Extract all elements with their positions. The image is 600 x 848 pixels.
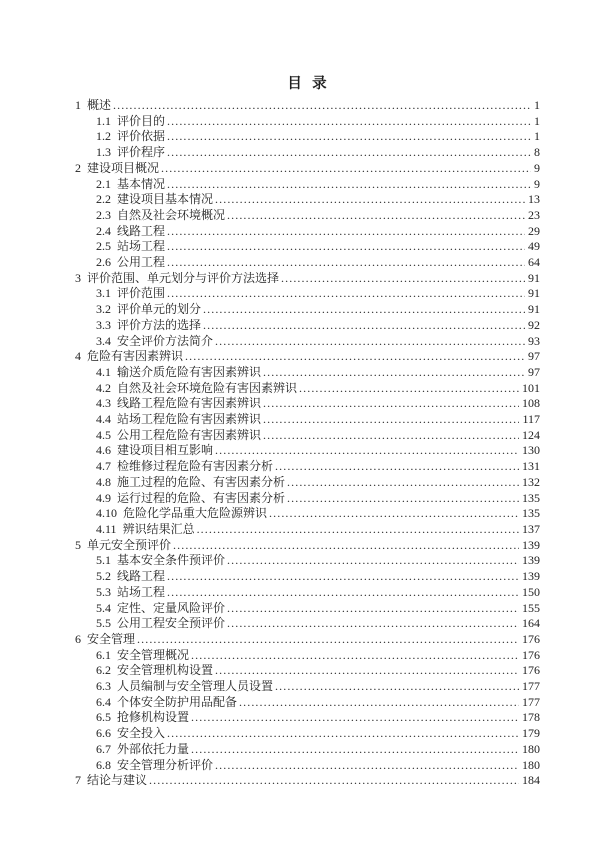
toc-leader-dots: [137, 632, 519, 648]
toc-entry-number: 4.2: [96, 380, 111, 395]
toc-entry-page: 8: [534, 145, 540, 160]
toc-leader-dots: [161, 161, 531, 177]
toc-entry-number: 1.3: [96, 145, 111, 160]
toc-entry-page: 1: [534, 113, 540, 128]
toc-leader-dots: [203, 318, 525, 334]
toc-entry[interactable]: [75, 255, 540, 271]
toc-entry[interactable]: [75, 491, 540, 507]
toc-entry-page: 64: [528, 255, 540, 270]
toc-entry-label: 定性、定量风险评价: [117, 600, 226, 615]
toc-leader-dots: [167, 569, 519, 585]
toc-leader-dots: [263, 365, 525, 381]
toc-entry-label: 危险有害因素辨识: [87, 349, 184, 364]
toc-entry-number: 4.10: [96, 506, 117, 521]
toc-entry[interactable]: [75, 396, 540, 412]
toc-entry-page: 101: [522, 380, 540, 395]
toc-entry-number: 2: [75, 160, 81, 175]
toc-entry[interactable]: [75, 443, 540, 459]
toc-entry-page: 137: [522, 521, 540, 536]
toc-entry-label: 自然及社会环境危险有害因素辨识: [117, 380, 298, 395]
toc-leader-dots: [215, 443, 519, 459]
toc-entry-label: 安全评价方法简介: [117, 333, 214, 348]
toc-entry[interactable]: [75, 522, 540, 538]
toc-leader-dots: [227, 616, 519, 632]
toc-entry-page: 92: [528, 317, 540, 332]
toc-entry-number: 4.1: [96, 364, 111, 379]
toc-entry-number: 3.2: [96, 302, 111, 317]
toc-entry-page: 91: [528, 286, 540, 301]
toc-entry-number: 5.5: [96, 616, 111, 631]
toc-entry[interactable]: [75, 98, 540, 114]
toc-entry-number: 6.5: [96, 710, 111, 725]
toc-entry[interactable]: [75, 145, 540, 161]
toc-leader-dots: [167, 224, 525, 240]
toc-entry[interactable]: [75, 239, 540, 255]
toc-entry-label: 线路工程危险有害因素辨识: [117, 396, 262, 411]
toc-entry-page: 117: [522, 412, 540, 427]
toc-entry[interactable]: [75, 286, 540, 302]
toc-entry-number: 7: [75, 773, 81, 788]
toc-entry-page: 177: [522, 694, 540, 709]
toc-entry-page: 1: [534, 129, 540, 144]
toc-leader-dots: [173, 538, 519, 554]
toc-entry-label: 安全管理分析评价: [117, 757, 214, 772]
toc-entry[interactable]: [75, 459, 540, 475]
toc-entry[interactable]: [75, 349, 540, 365]
toc-entry[interactable]: [75, 648, 540, 664]
toc-entry-number: 4.11: [96, 521, 117, 536]
toc-entry[interactable]: [75, 506, 540, 522]
toc-entry[interactable]: [75, 616, 540, 632]
toc-entry-page: 176: [522, 647, 540, 662]
toc-entry-number: 2.2: [96, 192, 111, 207]
toc-entry[interactable]: [75, 129, 540, 145]
toc-leader-dots: [113, 98, 531, 114]
toc-list: [75, 98, 540, 789]
toc-entry-number: 2.5: [96, 239, 111, 254]
toc-entry-label: 概述: [87, 98, 112, 112]
toc-leader-dots: [287, 475, 519, 491]
toc-entry[interactable]: [75, 726, 540, 742]
toc-entry-number: 5.4: [96, 600, 111, 615]
toc-entry-number: 2.4: [96, 223, 111, 238]
toc-leader-dots: [239, 695, 519, 711]
toc-leader-dots: [275, 679, 519, 695]
toc-entry-number: 5.2: [96, 569, 111, 584]
toc-entry-label: 评价范围、单元划分与评价方法选择: [87, 270, 280, 285]
toc-entry[interactable]: [75, 302, 540, 318]
toc-entry[interactable]: [75, 773, 540, 789]
toc-entry[interactable]: [75, 663, 540, 679]
toc-entry[interactable]: [75, 208, 540, 224]
toc-entry[interactable]: [75, 177, 540, 193]
toc-entry-label: 建设项目概况: [87, 160, 160, 175]
toc-leader-dots: [281, 271, 525, 287]
toc-entry-page: 91: [528, 302, 540, 317]
toc-entry-page: 9: [534, 176, 540, 191]
toc-entry[interactable]: [75, 475, 540, 491]
toc-entry-number: 2.6: [96, 255, 111, 270]
toc-entry-label: 安全管理概况: [117, 647, 190, 662]
toc-entry-page: 132: [522, 474, 540, 489]
toc-entry-label: 线路工程: [117, 569, 166, 584]
toc-entry-page: 179: [522, 726, 540, 741]
toc-entry-page: 131: [522, 459, 540, 474]
toc-entry-page: 164: [522, 616, 540, 631]
toc-leader-dots: [191, 710, 519, 726]
toc-leader-dots: [215, 334, 525, 350]
toc-leader-dots: [299, 381, 519, 397]
toc-leader-dots: [197, 522, 519, 538]
toc-leader-dots: [167, 255, 525, 271]
toc-entry[interactable]: [75, 742, 540, 758]
toc-leader-dots: [227, 553, 519, 569]
toc-entry-number: 4.8: [96, 474, 111, 489]
toc-leader-dots: [263, 428, 519, 444]
toc-entry-page: 130: [522, 443, 540, 458]
toc-entry[interactable]: [75, 161, 540, 177]
toc-entry-label: 运行过程的危险、有害因素分析: [117, 490, 286, 505]
toc-entry-page: 176: [522, 663, 540, 678]
toc-entry-number: 1.2: [96, 129, 111, 144]
toc-entry-number: 3: [75, 270, 81, 285]
toc-entry[interactable]: [75, 538, 540, 554]
toc-entry[interactable]: [75, 428, 540, 444]
toc-entry-label: 外部依托力量: [117, 741, 190, 756]
toc-entry[interactable]: [75, 224, 540, 240]
toc-entry-page: 184: [522, 773, 540, 788]
toc-entry-number: 6.8: [96, 757, 111, 772]
toc-entry-label: 评价范围: [117, 286, 166, 301]
toc-entry-page: 49: [528, 239, 540, 254]
toc-entry-page: 108: [522, 396, 540, 411]
toc-entry[interactable]: [75, 381, 540, 397]
toc-entry-label: 检维修过程危险有害因素分析: [117, 459, 274, 474]
toc-entry-label: 站场工程: [117, 239, 166, 254]
toc-entry-label: 人员编制与安全管理人员设置: [117, 679, 274, 694]
toc-leader-dots: [203, 302, 525, 318]
toc-entry-page: 9: [534, 160, 540, 175]
toc-leader-dots: [167, 114, 531, 130]
toc-leader-dots: [167, 129, 531, 145]
toc-entry-page: 135: [522, 506, 540, 521]
toc-leader-dots: [287, 491, 519, 507]
toc-entry-label: 评价单元的划分: [117, 302, 202, 317]
toc-entry-page: 139: [522, 553, 540, 568]
toc-entry-label: 自然及社会环境概况: [117, 207, 226, 222]
toc-entry-page: 93: [528, 333, 540, 348]
toc-entry-number: 1.1: [96, 113, 111, 128]
toc-leader-dots: [191, 742, 519, 758]
toc-entry[interactable]: [75, 318, 540, 334]
toc-entry-number: 3.3: [96, 317, 111, 332]
toc-entry-number: 6.4: [96, 694, 111, 709]
toc-entry-number: 6.3: [96, 679, 111, 694]
toc-entry-number: 6.7: [96, 741, 111, 756]
toc-entry-label: 单元安全预评价: [87, 537, 172, 552]
toc-entry-number: 2.3: [96, 207, 111, 222]
toc-leader-dots: [215, 663, 519, 679]
toc-entry-page: 23: [528, 207, 540, 222]
toc-entry-page: 178: [522, 710, 540, 725]
toc-entry-label: 建设项目相互影响: [117, 443, 214, 458]
toc-entry-label: 安全管理: [87, 631, 136, 646]
toc-leader-dots: [263, 412, 519, 428]
page-title: 目 录: [287, 76, 328, 92]
toc-entry-label: 公用工程安全预评价: [117, 616, 226, 631]
toc-entry-page: 177: [522, 679, 540, 694]
toc-entry-number: 5.3: [96, 584, 111, 599]
toc-leader-dots: [215, 192, 525, 208]
toc-entry[interactable]: [75, 365, 540, 381]
toc-entry-label: 安全管理机构设置: [117, 663, 214, 678]
toc-entry-page: 139: [522, 537, 540, 552]
toc-leader-dots: [227, 208, 525, 224]
toc-entry[interactable]: [75, 632, 540, 648]
toc-entry-label: 危险化学品重大危险源辨识: [123, 506, 268, 521]
toc-entry-number: 6.2: [96, 663, 111, 678]
toc-entry-label: 评价方法的选择: [117, 317, 202, 332]
toc-entry-label: 抢修机构设置: [117, 710, 190, 725]
toc-entry-number: 2.1: [96, 176, 111, 191]
toc-leader-dots: [167, 239, 525, 255]
toc-entry-label: 公用工程危险有害因素辨识: [117, 427, 262, 442]
toc-entry-label: 建设项目基本情况: [117, 192, 214, 207]
toc-entry[interactable]: [75, 679, 540, 695]
toc-leader-dots: [149, 773, 519, 789]
toc-leader-dots: [185, 349, 525, 365]
toc-leader-dots: [191, 648, 519, 664]
toc-entry-page: 97: [528, 364, 540, 379]
toc-entry-label: 安全投入: [117, 726, 166, 741]
toc-entry-label: 评价程序: [117, 145, 166, 160]
toc-entry-number: 4: [75, 349, 81, 364]
toc-entry-page: 180: [522, 741, 540, 756]
toc-entry-page: 155: [522, 600, 540, 615]
toc-entry-number: 4.5: [96, 427, 111, 442]
toc-entry-number: 3.1: [96, 286, 111, 301]
toc-leader-dots: [215, 758, 519, 774]
toc-entry-number: 4.4: [96, 412, 111, 427]
toc-entry-label: 基本情况: [117, 176, 166, 191]
toc-entry-page: 1: [534, 98, 540, 112]
toc-entry-page: 135: [522, 490, 540, 505]
toc-entry-label: 辨识结果汇总: [122, 521, 195, 536]
toc-entry[interactable]: [75, 569, 540, 585]
toc-leader-dots: [269, 506, 519, 522]
toc-entry-number: 6: [75, 631, 81, 646]
toc-entry[interactable]: [75, 601, 540, 617]
toc-entry-number: 3.4: [96, 333, 111, 348]
toc-leader-dots: [167, 726, 519, 742]
toc-entry-page: 13: [528, 192, 540, 207]
toc-entry-page: 176: [522, 631, 540, 646]
toc-entry-number: 1: [75, 98, 81, 112]
toc-entry-label: 公用工程: [117, 255, 166, 270]
toc-entry-page: 29: [528, 223, 540, 238]
toc-entry-number: 4.7: [96, 459, 111, 474]
toc-entry-label: 评价依据: [117, 129, 166, 144]
toc-entry-number: 5.1: [96, 553, 111, 568]
toc-entry-label: 个体安全防护用品配备: [117, 694, 238, 709]
toc-entry-label: 评价目的: [117, 113, 166, 128]
toc-entry-number: 4.6: [96, 443, 111, 458]
toc-leader-dots: [167, 145, 531, 161]
toc-leader-dots: [167, 177, 531, 193]
toc-entry-label: 结论与建议: [87, 773, 148, 788]
toc-entry[interactable]: [75, 114, 540, 130]
toc-entry[interactable]: [75, 585, 540, 601]
toc-entry-number: 4.3: [96, 396, 111, 411]
toc-entry-page: 180: [522, 757, 540, 772]
toc-entry-number: 4.9: [96, 490, 111, 505]
toc-leader-dots: [263, 396, 519, 412]
toc-entry[interactable]: [75, 192, 540, 208]
toc-entry-label: 基本安全条件预评价: [117, 553, 226, 568]
toc-entry-label: 站场工程: [117, 584, 166, 599]
toc-entry-page: 97: [528, 349, 540, 364]
toc-entry[interactable]: [75, 695, 540, 711]
toc-entry-page: 150: [522, 584, 540, 599]
toc-entry-page: 91: [528, 270, 540, 285]
toc-entry-number: 6.6: [96, 726, 111, 741]
toc-entry[interactable]: [75, 334, 540, 350]
toc-entry[interactable]: [75, 758, 540, 774]
toc-leader-dots: [275, 459, 519, 475]
toc-entry-label: 线路工程: [117, 223, 166, 238]
toc-entry[interactable]: [75, 710, 540, 726]
toc-entry-page: 139: [522, 569, 540, 584]
toc-entry-page: 124: [522, 427, 540, 442]
toc-entry[interactable]: [75, 271, 540, 287]
toc-leader-dots: [167, 286, 525, 302]
toc-entry[interactable]: [75, 412, 540, 428]
toc-leader-dots: [167, 585, 519, 601]
toc-entry-number: 6.1: [96, 647, 111, 662]
toc-entry[interactable]: [75, 553, 540, 569]
toc-entry-label: 站场工程危险有害因素辨识: [117, 412, 262, 427]
toc-entry-label: 施工过程的危险、有害因素分析: [117, 474, 286, 489]
toc-entry-label: 输送介质危险有害因素辨识: [117, 364, 262, 379]
toc-leader-dots: [227, 601, 519, 617]
toc-entry-number: 5: [75, 537, 81, 552]
